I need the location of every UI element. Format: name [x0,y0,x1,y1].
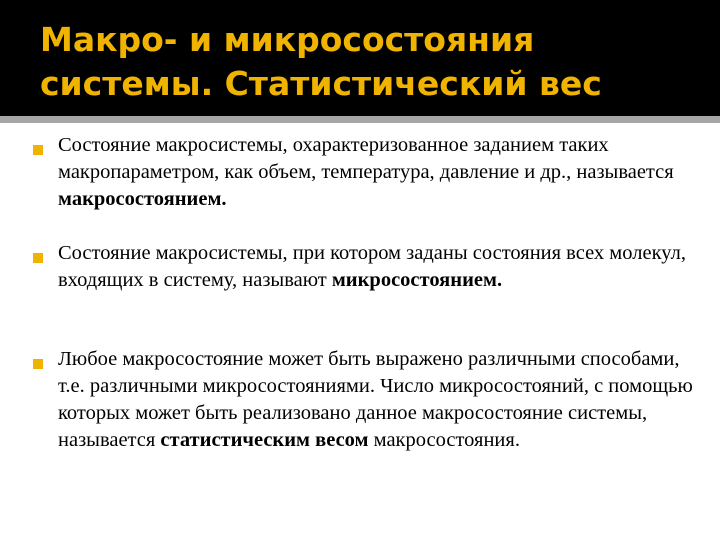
slide-title-line-1: Макро- и микросостояния [40,20,535,59]
bullet-marker-icon [33,145,43,155]
bullet-text: Состояние макросистемы, охарактеризованное заданием таких макропараметром, как объем, температура, давление и др., называется [58,134,674,183]
title-divider [0,116,720,123]
bullet-term: макросостоянием. [58,188,227,210]
title-bar [0,0,720,116]
bullet-item-macrostate [58,132,698,213]
bullet-marker-icon [33,253,43,263]
bullet-item-microstate [58,240,698,294]
bullet-term: статистическим весом [160,429,369,451]
bullet-item-statistical-weight [58,346,698,454]
slide-title-line-2: системы. Статистический вес [40,64,602,103]
bullet-term: микросостоянием. [331,269,503,291]
bullet-text: Состояние макросистемы, при котором заданы состояния всех молекул, входящих в систему, называют [58,242,686,291]
bullet-marker-icon [33,359,43,369]
bullet-text-after: макросостояния. [368,429,520,451]
bullet-text: Любое макросостояние может быть выражено различными способами, т.е. различными микросостояниями. Число микросостояний, с помощью которых может быть реализовано данное макросостояние системы, называется [58,348,693,451]
